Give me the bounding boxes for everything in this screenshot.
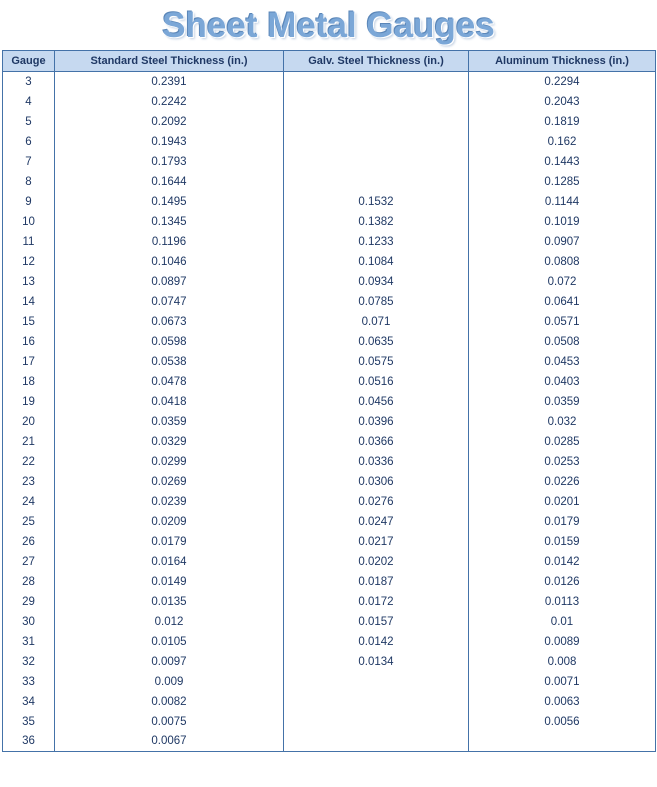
cell-galv-steel: 0.1084 [284, 252, 469, 272]
cell-aluminum: 0.2043 [469, 92, 656, 112]
cell-gauge: 8 [3, 172, 55, 192]
cell-standard-steel: 0.012 [55, 612, 284, 632]
table-body [3, 72, 656, 752]
table-row [3, 712, 656, 732]
table-row [3, 392, 656, 412]
table-row [3, 612, 656, 632]
cell-standard-steel: 0.0135 [55, 592, 284, 612]
cell-aluminum: 0.0179 [469, 512, 656, 532]
table-row [3, 232, 656, 252]
table-row [3, 192, 656, 212]
cell-gauge: 11 [3, 232, 55, 252]
cell-standard-steel: 0.1495 [55, 192, 284, 212]
cell-standard-steel: 0.0239 [55, 492, 284, 512]
cell-standard-steel: 0.0179 [55, 532, 284, 552]
table-header [3, 51, 656, 72]
cell-aluminum: 0.032 [469, 412, 656, 432]
cell-aluminum: 0.0808 [469, 252, 656, 272]
cell-gauge: 23 [3, 472, 55, 492]
table-row [3, 172, 656, 192]
cell-gauge: 16 [3, 332, 55, 352]
table-row [3, 692, 656, 712]
cell-aluminum: 0.0113 [469, 592, 656, 612]
cell-standard-steel: 0.009 [55, 672, 284, 692]
cell-aluminum: 0.0071 [469, 672, 656, 692]
cell-gauge: 32 [3, 652, 55, 672]
cell-gauge: 5 [3, 112, 55, 132]
cell-galv-steel: 0.0934 [284, 272, 469, 292]
cell-galv-steel: 0.0396 [284, 412, 469, 432]
cell-gauge: 17 [3, 352, 55, 372]
cell-galv-steel [284, 92, 469, 112]
cell-gauge: 29 [3, 592, 55, 612]
cell-aluminum: 0.0907 [469, 232, 656, 252]
cell-gauge: 18 [3, 372, 55, 392]
cell-aluminum: 0.0226 [469, 472, 656, 492]
column-header-standard-steel: Standard Steel Thickness (in.) [55, 51, 284, 72]
cell-galv-steel: 0.0202 [284, 552, 469, 572]
cell-galv-steel [284, 712, 469, 732]
cell-galv-steel [284, 692, 469, 712]
cell-galv-steel: 0.0187 [284, 572, 469, 592]
cell-galv-steel: 0.0276 [284, 492, 469, 512]
cell-standard-steel: 0.2242 [55, 92, 284, 112]
cell-standard-steel: 0.0209 [55, 512, 284, 532]
cell-standard-steel: 0.0329 [55, 432, 284, 452]
cell-galv-steel: 0.0157 [284, 612, 469, 632]
cell-gauge: 33 [3, 672, 55, 692]
cell-galv-steel: 0.071 [284, 312, 469, 332]
cell-aluminum: 0.0571 [469, 312, 656, 332]
cell-standard-steel: 0.2391 [55, 72, 284, 92]
cell-galv-steel: 0.0635 [284, 332, 469, 352]
table-row [3, 632, 656, 652]
table-row [3, 372, 656, 392]
cell-gauge: 35 [3, 712, 55, 732]
cell-gauge: 15 [3, 312, 55, 332]
cell-aluminum: 0.1285 [469, 172, 656, 192]
cell-galv-steel: 0.0516 [284, 372, 469, 392]
cell-standard-steel: 0.2092 [55, 112, 284, 132]
cell-aluminum: 0.0403 [469, 372, 656, 392]
cell-gauge: 36 [3, 732, 55, 752]
cell-gauge: 21 [3, 432, 55, 452]
cell-gauge: 6 [3, 132, 55, 152]
cell-standard-steel: 0.0538 [55, 352, 284, 372]
cell-galv-steel [284, 672, 469, 692]
cell-aluminum: 0.0126 [469, 572, 656, 592]
table-row [3, 312, 656, 332]
cell-aluminum: 0.1443 [469, 152, 656, 172]
cell-standard-steel: 0.0149 [55, 572, 284, 592]
cell-gauge: 30 [3, 612, 55, 632]
cell-standard-steel: 0.0097 [55, 652, 284, 672]
cell-aluminum: 0.01 [469, 612, 656, 632]
cell-gauge: 25 [3, 512, 55, 532]
cell-standard-steel: 0.0747 [55, 292, 284, 312]
cell-galv-steel: 0.1382 [284, 212, 469, 232]
table-row [3, 292, 656, 312]
table-row [3, 72, 656, 92]
cell-galv-steel [284, 132, 469, 152]
cell-standard-steel: 0.0418 [55, 392, 284, 412]
cell-galv-steel: 0.0142 [284, 632, 469, 652]
cell-galv-steel [284, 112, 469, 132]
cell-aluminum: 0.0508 [469, 332, 656, 352]
cell-gauge: 14 [3, 292, 55, 312]
cell-galv-steel: 0.0134 [284, 652, 469, 672]
cell-gauge: 4 [3, 92, 55, 112]
cell-standard-steel: 0.0067 [55, 732, 284, 752]
cell-aluminum: 0.0201 [469, 492, 656, 512]
cell-aluminum: 0.0063 [469, 692, 656, 712]
cell-galv-steel: 0.0306 [284, 472, 469, 492]
table-row [3, 152, 656, 172]
cell-gauge: 27 [3, 552, 55, 572]
cell-gauge: 9 [3, 192, 55, 212]
cell-aluminum: 0.1144 [469, 192, 656, 212]
cell-aluminum: 0.008 [469, 652, 656, 672]
cell-gauge: 31 [3, 632, 55, 652]
column-header-gauge: Gauge [3, 51, 55, 72]
cell-aluminum: 0.0159 [469, 532, 656, 552]
cell-standard-steel: 0.1046 [55, 252, 284, 272]
cell-galv-steel: 0.0172 [284, 592, 469, 612]
cell-aluminum: 0.0056 [469, 712, 656, 732]
cell-aluminum: 0.0089 [469, 632, 656, 652]
cell-galv-steel: 0.0366 [284, 432, 469, 452]
cell-aluminum: 0.2294 [469, 72, 656, 92]
cell-gauge: 3 [3, 72, 55, 92]
cell-galv-steel: 0.1532 [284, 192, 469, 212]
cell-gauge: 19 [3, 392, 55, 412]
cell-standard-steel: 0.1644 [55, 172, 284, 192]
cell-standard-steel: 0.0673 [55, 312, 284, 332]
cell-gauge: 12 [3, 252, 55, 272]
table-row [3, 592, 656, 612]
table-row [3, 432, 656, 452]
table-row [3, 352, 656, 372]
table-row [3, 512, 656, 532]
cell-standard-steel: 0.0082 [55, 692, 284, 712]
cell-aluminum: 0.0453 [469, 352, 656, 372]
table-row [3, 492, 656, 512]
cell-standard-steel: 0.1196 [55, 232, 284, 252]
cell-aluminum: 0.0142 [469, 552, 656, 572]
cell-gauge: 7 [3, 152, 55, 172]
cell-standard-steel: 0.0269 [55, 472, 284, 492]
cell-aluminum [469, 732, 656, 752]
table-row [3, 272, 656, 292]
cell-galv-steel [284, 732, 469, 752]
cell-galv-steel: 0.1233 [284, 232, 469, 252]
cell-gauge: 26 [3, 532, 55, 552]
cell-gauge: 22 [3, 452, 55, 472]
cell-aluminum: 0.0359 [469, 392, 656, 412]
cell-galv-steel [284, 152, 469, 172]
cell-standard-steel: 0.0598 [55, 332, 284, 352]
cell-standard-steel: 0.0478 [55, 372, 284, 392]
cell-aluminum: 0.072 [469, 272, 656, 292]
table-row [3, 472, 656, 492]
column-header-galv-steel: Galv. Steel Thickness (in.) [284, 51, 469, 72]
cell-aluminum: 0.162 [469, 132, 656, 152]
sheet-metal-gauges-table [2, 50, 656, 752]
cell-standard-steel: 0.0105 [55, 632, 284, 652]
table-row [3, 732, 656, 752]
table-row [3, 132, 656, 152]
cell-standard-steel: 0.0359 [55, 412, 284, 432]
cell-gauge: 28 [3, 572, 55, 592]
cell-aluminum: 0.1019 [469, 212, 656, 232]
cell-galv-steel: 0.0247 [284, 512, 469, 532]
cell-galv-steel: 0.0217 [284, 532, 469, 552]
table-row [3, 212, 656, 232]
table-row [3, 412, 656, 432]
cell-aluminum: 0.1819 [469, 112, 656, 132]
cell-galv-steel: 0.0575 [284, 352, 469, 372]
table-row [3, 532, 656, 552]
cell-galv-steel [284, 72, 469, 92]
table-row [3, 652, 656, 672]
cell-gauge: 13 [3, 272, 55, 292]
cell-standard-steel: 0.0164 [55, 552, 284, 572]
cell-standard-steel: 0.0075 [55, 712, 284, 732]
table-row [3, 552, 656, 572]
cell-gauge: 20 [3, 412, 55, 432]
cell-gauge: 10 [3, 212, 55, 232]
table-row [3, 252, 656, 272]
table-row [3, 452, 656, 472]
cell-gauge: 34 [3, 692, 55, 712]
cell-galv-steel: 0.0456 [284, 392, 469, 412]
cell-gauge: 24 [3, 492, 55, 512]
cell-standard-steel: 0.1943 [55, 132, 284, 152]
table-row [3, 572, 656, 592]
cell-standard-steel: 0.0299 [55, 452, 284, 472]
table-row [3, 332, 656, 352]
cell-aluminum: 0.0253 [469, 452, 656, 472]
table-row [3, 92, 656, 112]
cell-aluminum: 0.0285 [469, 432, 656, 452]
cell-galv-steel: 0.0336 [284, 452, 469, 472]
cell-aluminum: 0.0641 [469, 292, 656, 312]
table-row [3, 112, 656, 132]
column-header-aluminum: Aluminum Thickness (in.) [469, 51, 656, 72]
table-row [3, 672, 656, 692]
cell-standard-steel: 0.1345 [55, 212, 284, 232]
table-header-row [3, 51, 656, 72]
cell-standard-steel: 0.0897 [55, 272, 284, 292]
cell-standard-steel: 0.1793 [55, 152, 284, 172]
page-title: Sheet Metal Gauges [162, 6, 495, 45]
cell-galv-steel [284, 172, 469, 192]
cell-galv-steel: 0.0785 [284, 292, 469, 312]
